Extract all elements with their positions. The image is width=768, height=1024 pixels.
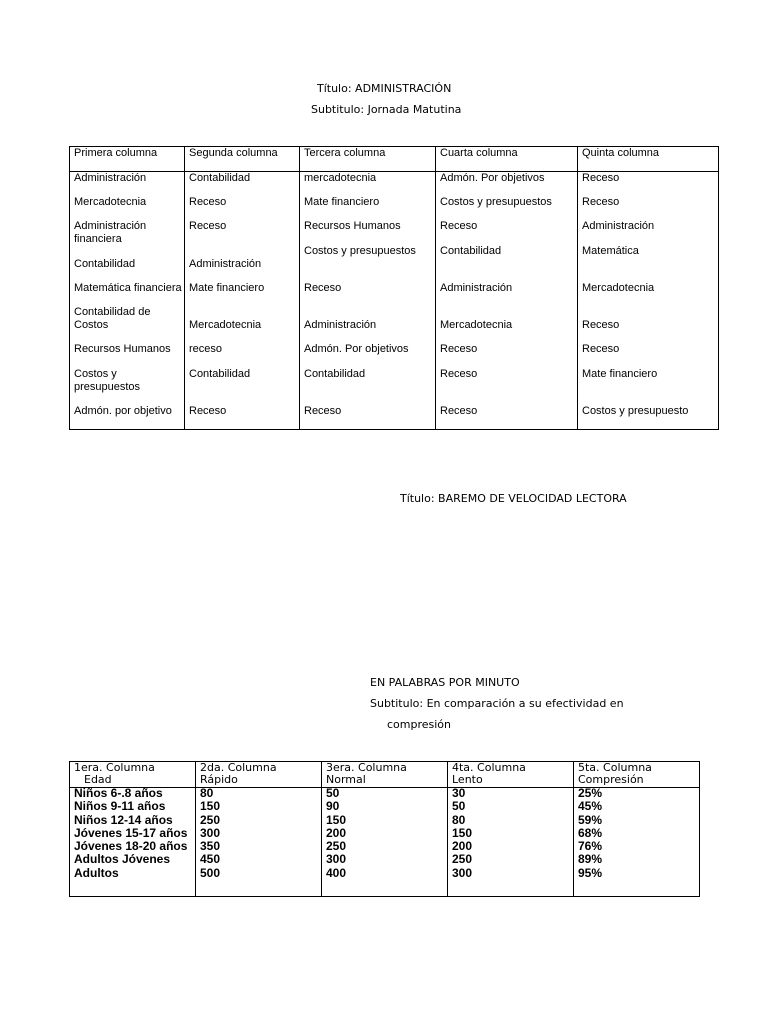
table1-cell: Mercadotecnia xyxy=(582,282,655,294)
table2-cell: Niños 12-14 años xyxy=(74,812,173,827)
table2-normal-column xyxy=(326,787,346,880)
table1-cell: Receso xyxy=(582,196,620,208)
table2-header-1 xyxy=(74,762,155,786)
table1-header-5: Quinta columna xyxy=(582,147,660,159)
doc2-subtitle-line2: compresión xyxy=(387,718,452,731)
table2-cell: 89% xyxy=(578,852,603,867)
table2-cell: 95% xyxy=(578,865,603,880)
table1-cell: Admón. por objetivo xyxy=(74,405,172,417)
table2-cell: 250 xyxy=(452,852,473,867)
table2-cell: 68% xyxy=(578,825,603,840)
table1-cell: Recursos Humanos xyxy=(74,343,171,355)
table1-cell: Contabilidad xyxy=(74,258,136,270)
table2-header-5-line2: Compresión xyxy=(578,773,644,786)
doc1-subtitle: Subtitulo: Jornada Matutina xyxy=(311,103,462,116)
table2-header-2-line2: Rápido xyxy=(200,773,238,786)
table1-cell: Mercadotecnia xyxy=(74,196,147,208)
table2-cell: 300 xyxy=(326,852,347,867)
table2-header-3-line1: 3era. Columna xyxy=(326,761,407,774)
table1-cell: Receso xyxy=(440,368,478,380)
table1-cell: Receso xyxy=(582,343,620,355)
table1-cell: Mate financiero xyxy=(304,196,380,208)
table2-cell: Jóvenes 18-20 años xyxy=(74,839,188,854)
table1-cell: Contabilidad de Costos xyxy=(74,306,151,331)
table1-cell: Administración financiera xyxy=(74,220,147,245)
table1-header-2: Segunda columna xyxy=(189,147,278,159)
table1-cell: Admón. Por objetivos xyxy=(304,343,409,355)
table1-cell: Admón. Por objetivos xyxy=(440,172,545,184)
table2-header-1-line2: Edad xyxy=(84,773,112,786)
table2-header-4 xyxy=(452,762,526,786)
table2-cell: 150 xyxy=(200,799,221,814)
table1-cell: Receso xyxy=(189,405,227,417)
table1-cell: Administración xyxy=(74,172,147,184)
table2-cell: 25% xyxy=(578,786,603,800)
table2-header-2 xyxy=(200,762,277,786)
table2-cell: 500 xyxy=(200,865,221,880)
table1-cell: Mercadotecnia xyxy=(189,319,262,331)
table2-cell: 350 xyxy=(200,839,221,854)
table2-cell: 250 xyxy=(326,839,347,854)
table2-cell: 80 xyxy=(452,812,466,827)
table2-cell: 150 xyxy=(326,812,347,827)
table2-cell: 90 xyxy=(326,799,340,814)
table1-cell: Administración xyxy=(582,220,655,232)
table2-cell: 300 xyxy=(200,825,221,840)
doc1-title: Título: ADMINISTRACIÓN xyxy=(317,82,452,95)
table2-cell: 50 xyxy=(326,786,340,800)
table2-lento-column xyxy=(452,787,472,880)
table1-cell: Costos y presupuestos xyxy=(304,245,416,257)
table1-cell: Receso xyxy=(582,319,620,331)
table1-cell: Matemática financiera xyxy=(74,282,182,294)
table1-cell: Mercadotecnia xyxy=(440,319,513,331)
table2-header-3-line2: Normal xyxy=(326,773,366,786)
table2-cell: 150 xyxy=(452,825,473,840)
table2-header-2-line1: 2da. Columna xyxy=(200,761,277,774)
table2-cell: 30 xyxy=(452,786,466,800)
table1-cell: Contabilidad xyxy=(189,172,251,184)
table2-cell: 45% xyxy=(578,799,603,814)
table1-cell: Receso xyxy=(582,172,620,184)
table2-header-1-line1: 1era. Columna xyxy=(74,761,155,774)
table1-cell: Receso xyxy=(304,282,342,294)
table1-cell: Mate financiero xyxy=(189,282,265,294)
table1-header-4: Cuarta columna xyxy=(440,147,518,159)
table2-cell: Niños 6-.8 años xyxy=(74,786,163,800)
table2-header-4-line1: 4ta. Columna xyxy=(452,761,526,774)
table2-cell: 200 xyxy=(452,839,473,854)
table1-cell: mercadotecnia xyxy=(304,172,377,184)
doc2-title: Título: BAREMO DE VELOCIDAD LECTORA xyxy=(400,492,627,505)
table2-cell: 80 xyxy=(200,786,214,800)
table1-cell: Contabilidad xyxy=(189,368,251,380)
table2-cell: 59% xyxy=(578,812,603,827)
table2-cell: 300 xyxy=(452,865,473,880)
table1-cell: Receso xyxy=(440,405,478,417)
table2-cell: 200 xyxy=(326,825,347,840)
table1-cell: receso xyxy=(189,343,223,355)
table1-cell: Recursos Humanos xyxy=(304,220,401,232)
doc2-subtitle-line1: Subtitulo: En comparación a su efectividad en xyxy=(370,697,624,710)
table1-cell: Administración xyxy=(440,282,513,294)
table2-cell: 76% xyxy=(578,839,603,854)
table2-header-3 xyxy=(326,762,407,786)
table1-cell: Costos y presupuestos xyxy=(440,196,552,208)
table2-cell: Adultos Jóvenes xyxy=(74,852,171,867)
table1-header-3: Tercera columna xyxy=(304,147,386,159)
table1-cell: Costos y presupuestos xyxy=(74,368,141,393)
table2-compresion-column xyxy=(578,787,602,880)
table1-cell: Receso xyxy=(440,343,478,355)
table2-header-5-line1: 5ta. Columna xyxy=(578,761,652,774)
table1-cell: Administración xyxy=(304,319,377,331)
table2-cell: 50 xyxy=(452,799,466,814)
table2-cell: Jóvenes 15-17 años xyxy=(74,825,188,840)
doc2-heading: EN PALABRAS POR MINUTO xyxy=(370,676,520,689)
schedule-table xyxy=(69,146,719,430)
reading-speed-table xyxy=(69,761,700,897)
table2-rapido-column xyxy=(200,787,220,880)
table2-cell: Niños 9-11 años xyxy=(74,799,166,814)
table2-header-4-line2: Lento xyxy=(452,773,483,786)
table2-edad-column xyxy=(74,787,187,880)
table1-cell: Receso xyxy=(189,196,227,208)
table1-cell: Receso xyxy=(304,405,342,417)
table2-cell: Adultos xyxy=(74,865,119,880)
table1-cell: Receso xyxy=(440,220,478,232)
table1-cell: Receso xyxy=(189,220,227,232)
table2-cell: 400 xyxy=(326,865,347,880)
table2-header-5 xyxy=(578,762,652,786)
table1-cell: Mate financiero xyxy=(582,368,658,380)
table2-cell: 250 xyxy=(200,812,221,827)
table1-header-1: Primera columna xyxy=(74,147,158,159)
table1-cell: Costos y presupuesto xyxy=(582,405,689,417)
table1-cell: Administración xyxy=(189,258,262,270)
table1-cell: Contabilidad xyxy=(304,368,366,380)
table1-cell: Matemática xyxy=(582,245,639,257)
table2-cell: 450 xyxy=(200,852,221,867)
table1-cell: Contabilidad xyxy=(440,245,502,257)
